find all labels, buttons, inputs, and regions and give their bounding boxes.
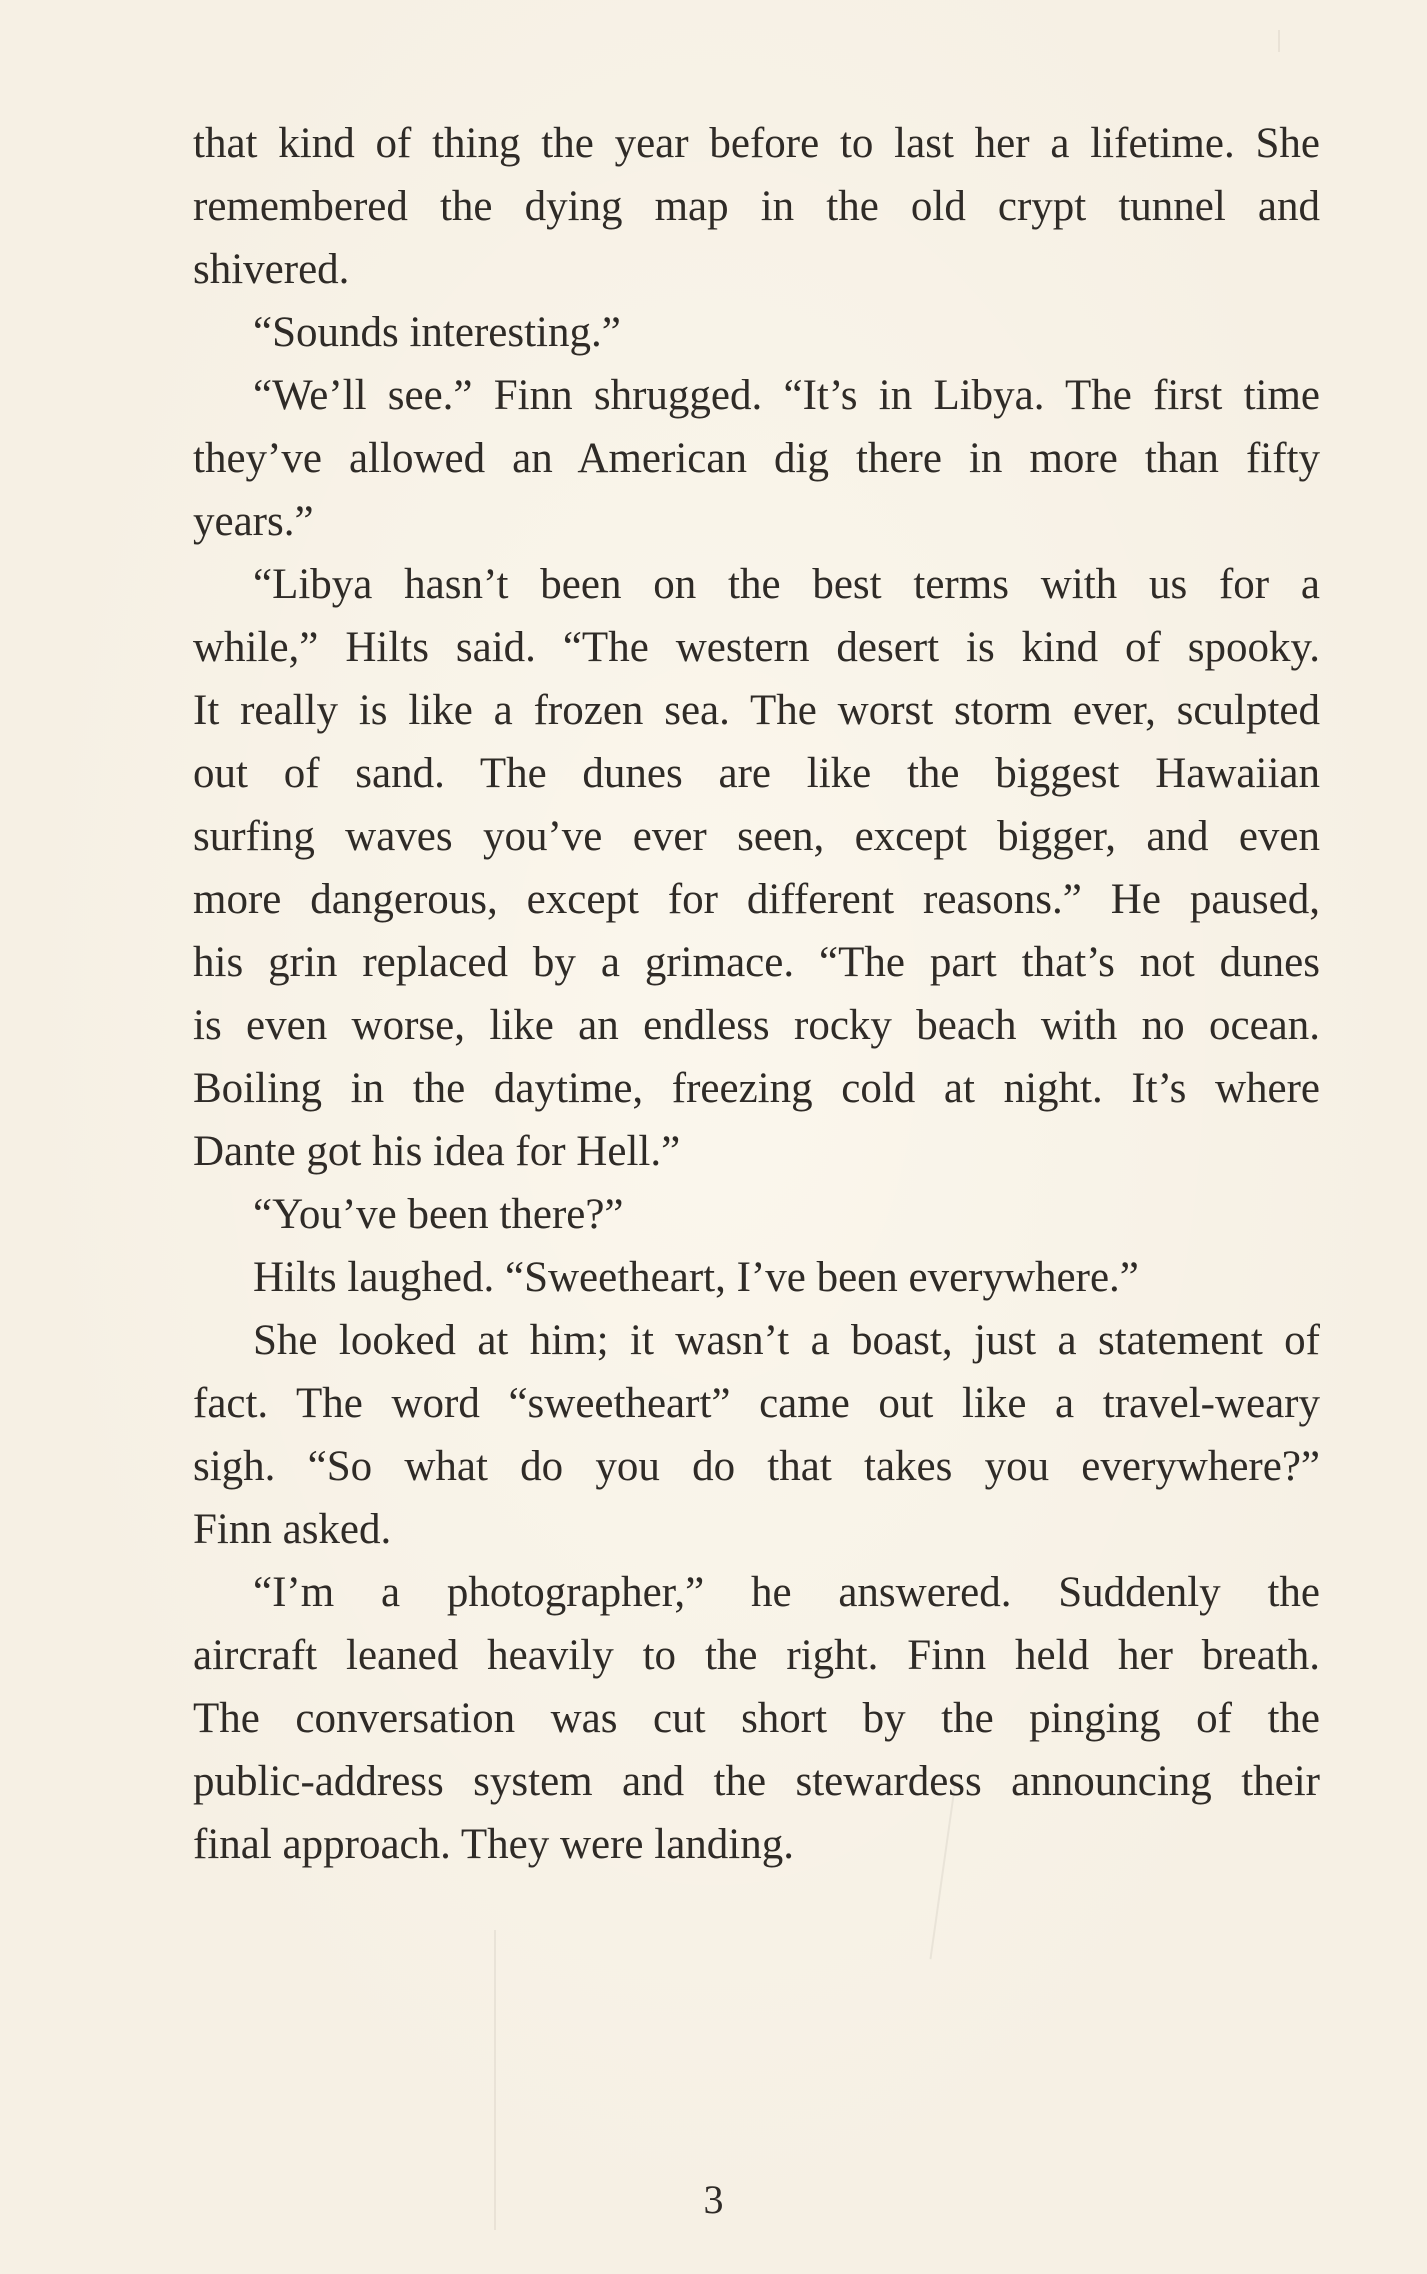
text-line: “You’ve been there?” — [253, 1191, 624, 1238]
text-line: Hilts laughed. “Sweetheart, I’ve been everywhere.” — [253, 1254, 1139, 1301]
page-number: 3 — [703, 2177, 724, 2222]
text-line: final approach. They were landing. — [193, 1821, 794, 1868]
text-line: shivered. — [193, 246, 350, 293]
body-text — [193, 112, 1320, 1876]
text-line: surfing waves you’ve ever seen, except bigger, and even — [193, 813, 1320, 860]
text-line: while,” Hilts said. “The western desert is kind of spooky. — [193, 624, 1320, 671]
text-line: public-address system and the stewardess announcing their — [193, 1758, 1320, 1805]
text-line: is even worse, like an endless rocky beach with no ocean. — [193, 1002, 1320, 1049]
text-line: Finn asked. — [193, 1506, 392, 1553]
text-line: years.” — [193, 498, 314, 545]
text-line: “Sounds interesting.” — [253, 309, 621, 356]
text-line: out of sand. The dunes are like the biggest Hawaiian — [193, 750, 1320, 797]
text-line: remembered the dying map in the old crypt tunnel and — [193, 183, 1320, 230]
text-line: “I’m a photographer,” he answered. Suddenly the — [253, 1569, 1320, 1616]
text-line: “Libya hasn’t been on the best terms with us for a — [253, 561, 1320, 608]
text-line: that kind of thing the year before to last her a lifetime. She — [193, 120, 1320, 167]
text-line: more dangerous, except for different reasons.” He paused, — [193, 876, 1320, 923]
text-line: Dante got his idea for Hell.” — [193, 1128, 681, 1175]
text-line: She looked at him; it wasn’t a boast, just a statement of — [253, 1317, 1320, 1364]
text-line: his grin replaced by a grimace. “The part that’s not dunes — [193, 939, 1320, 986]
text-line: they’ve allowed an American dig there in more than fifty — [193, 435, 1320, 482]
text-line: Boiling in the daytime, freezing cold at night. It’s where — [193, 1065, 1320, 1112]
paper-crease — [1278, 30, 1280, 52]
text-line: “We’ll see.” Finn shrugged. “It’s in Libya. The first time — [253, 372, 1320, 419]
text-line: The conversation was cut short by the pinging of the — [193, 1695, 1320, 1742]
text-line: It really is like a frozen sea. The worst storm ever, sculpted — [193, 687, 1320, 734]
text-line: sigh. “So what do you do that takes you everywhere?” — [193, 1443, 1320, 1490]
text-line: aircraft leaned heavily to the right. Finn held her breath. — [193, 1632, 1320, 1679]
text-line: fact. The word “sweetheart” came out like a travel-weary — [193, 1380, 1320, 1427]
